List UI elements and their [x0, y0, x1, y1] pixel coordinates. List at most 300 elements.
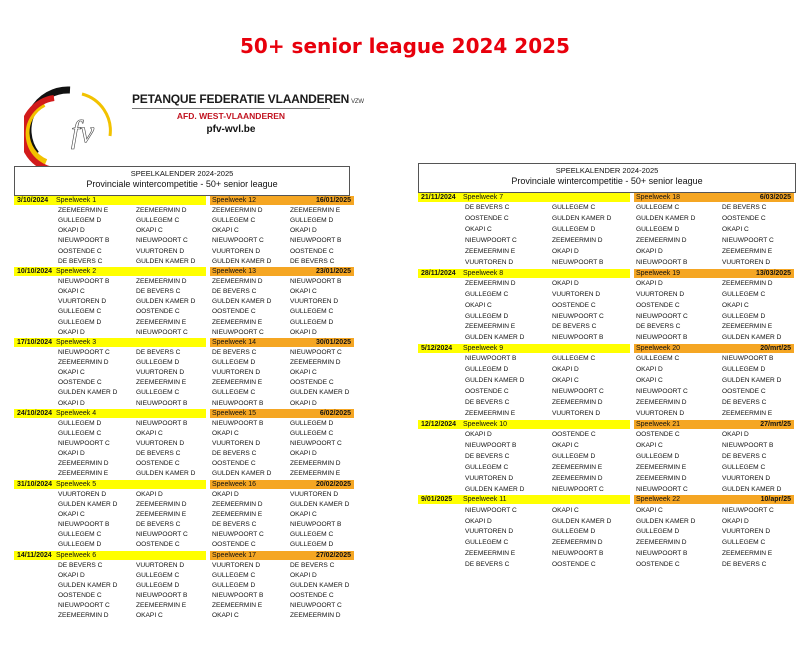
team-name: GULDEN KAMER D: [722, 485, 782, 493]
team-name: NIEUWPOORT C: [136, 237, 188, 245]
team-name: ZEEMEERMIN E: [722, 409, 773, 417]
team-name: GULLEGEM D: [552, 528, 596, 536]
team-name: GULLEGEM C: [290, 308, 334, 316]
week-date-return: 16/01/2025: [315, 197, 351, 204]
week-header: [418, 269, 794, 278]
team-name: NIEUWPOORT B: [290, 277, 342, 285]
team-name: GULDEN KAMER D: [552, 517, 612, 525]
team-name: NIEUWPOORT B: [636, 550, 688, 558]
team-name: GULLEGEM D: [552, 452, 596, 460]
week-label: Speelweek 10: [463, 420, 507, 428]
week-date: 10/10/2024: [17, 267, 53, 275]
team-name: ZEEMEERMIN D: [636, 539, 687, 547]
team-name: NIEUWPOORT B: [136, 591, 188, 599]
team-name: OKAPI C: [636, 441, 663, 449]
team-name: GULDEN KAMER D: [290, 500, 350, 508]
week-label: Speelweek 4: [56, 409, 97, 417]
week-date: 17/10/2024: [17, 338, 53, 346]
team-name: NIEUWPOORT C: [636, 388, 688, 396]
week-label-return: Speelweek 19: [636, 269, 680, 277]
team-name: NIEUWPOORT B: [58, 277, 110, 285]
team-name: ZEEMEERMIN D: [465, 279, 516, 287]
team-name: OOSTENDE C: [552, 431, 596, 438]
team-name: ZEEMEERMIN D: [722, 279, 773, 287]
team-name: DE BEVERS C: [58, 257, 103, 265]
team-name: ZEEMEERMIN D: [136, 277, 187, 285]
team-name: VUURTOREN D: [636, 290, 685, 298]
team-name: VUURTOREN D: [212, 369, 261, 377]
team-name: VUURTOREN D: [136, 247, 185, 255]
team-name: OKAPI D: [465, 517, 492, 525]
team-name: DE BEVERS C: [136, 348, 181, 356]
team-name: DE BEVERS C: [212, 348, 257, 356]
week-label-return: Speelweek 22: [636, 496, 680, 504]
team-name: GULDEN KAMER D: [136, 470, 196, 478]
team-name: OKAPI C: [212, 227, 239, 235]
week-date: 28/11/2024: [421, 269, 456, 277]
week-header: [418, 193, 794, 202]
team-name: NIEUWPOORT B: [58, 521, 110, 529]
team-name: OKAPI C: [212, 429, 239, 437]
team-name: OOSTENDE C: [212, 308, 256, 316]
team-name: GULLEGEM D: [212, 358, 256, 366]
org-name-text: PETANQUE FEDERATIE VLAANDEREN: [132, 92, 350, 106]
team-name: GULDEN KAMER D: [58, 500, 118, 508]
team-name: NIEUWPOORT C: [58, 348, 110, 356]
team-name: NIEUWPOORT B: [58, 237, 110, 245]
team-name: OKAPI D: [722, 517, 749, 525]
week-header: [14, 196, 354, 205]
team-name: ZEEMEERMIN D: [290, 358, 341, 366]
team-name: DE BEVERS C: [552, 323, 597, 331]
team-name: GULLEGEM C: [636, 355, 680, 363]
team-name: OOSTENDE C: [465, 215, 509, 223]
team-name: NIEUWPOORT B: [212, 419, 264, 427]
team-name: DE BEVERS C: [722, 204, 767, 212]
week-date-return: 13/03/2025: [755, 269, 791, 277]
team-name: NIEUWPOORT C: [136, 328, 188, 336]
team-name: OKAPI D: [552, 366, 579, 374]
team-name: GULLEGEM D: [552, 226, 596, 233]
team-name: GULDEN KAMER D: [58, 389, 118, 397]
team-name: VUURTOREN D: [465, 528, 514, 536]
team-name: VUURTOREN D: [212, 247, 261, 255]
team-name: ZEEMEERMIN E: [136, 510, 187, 518]
week-label-return: Speelweek 20: [636, 345, 680, 353]
team-name: GULLEGEM D: [290, 419, 334, 427]
team-name: OOSTENDE C: [58, 247, 102, 255]
team-name: DE BEVERS C: [136, 521, 181, 529]
team-name: NIEUWPOORT B: [465, 355, 517, 363]
team-name: VUURTOREN D: [58, 490, 107, 498]
team-name: OKAPI C: [136, 429, 163, 437]
team-name: VUURTOREN D: [212, 440, 261, 447]
week-date-return: 23/01/2025: [315, 267, 351, 275]
team-name: GULLEGEM D: [290, 541, 334, 549]
team-name: DE BEVERS C: [465, 399, 510, 406]
team-name: ZEEMEERMIN E: [58, 470, 109, 478]
week-date: 21/11/2024: [421, 194, 456, 201]
week-label-return: Speelweek 18: [636, 194, 680, 201]
team-name: NIEUWPOORT C: [465, 236, 517, 244]
team-name: GULLEGEM C: [722, 290, 766, 298]
team-name: GULLEGEM C: [465, 463, 509, 471]
team-name: NIEUWPOORT C: [552, 485, 604, 493]
team-name: ZEEMEERMIN D: [636, 399, 687, 406]
team-name: GULLEGEM C: [212, 389, 256, 397]
team-name: GULLEGEM D: [636, 528, 680, 536]
team-name: ZEEMEERMIN D: [58, 612, 109, 620]
team-name: VUURTOREN D: [290, 298, 339, 306]
team-name: GULLEGEM C: [722, 539, 766, 547]
team-name: OKAPI C: [290, 288, 317, 296]
team-name: OKAPI C: [465, 226, 492, 233]
team-name: OKAPI D: [136, 490, 163, 498]
pfv-logo-icon: [24, 84, 116, 176]
team-name: ZEEMEERMIN E: [212, 318, 263, 326]
week-header: [14, 551, 354, 560]
team-name: GULDEN KAMER D: [722, 377, 782, 385]
team-name: GULLEGEM D: [136, 358, 180, 366]
team-name: GULLEGEM C: [722, 463, 766, 471]
team-name: GULLEGEM C: [136, 389, 180, 397]
week-label-return: Speelweek 13: [212, 267, 256, 275]
team-name: NIEUWPOORT B: [212, 399, 264, 407]
team-name: GULLEGEM C: [552, 204, 596, 212]
team-name: ZEEMEERMIN D: [552, 236, 603, 244]
team-name: DE BEVERS C: [722, 399, 767, 406]
team-name: OOSTENDE C: [552, 561, 596, 569]
team-name: NIEUWPOORT C: [212, 237, 264, 245]
team-name: OKAPI C: [552, 377, 579, 385]
team-name: GULLEGEM C: [136, 217, 180, 225]
week-label: Speelweek 2: [56, 267, 97, 275]
team-name: NIEUWPOORT B: [722, 441, 774, 449]
week-date-return: 10/apr/25: [760, 496, 791, 504]
sheet-header-title: SPEELKALENDER 2024-2025: [555, 166, 659, 175]
team-name: DE BEVERS C: [290, 561, 335, 569]
week-date-return: 30/01/2025: [315, 338, 351, 346]
team-name: NIEUWPOORT B: [136, 419, 188, 427]
team-name: DE BEVERS C: [136, 450, 181, 458]
team-name: OOSTENDE C: [212, 541, 256, 549]
team-name: OKAPI D: [58, 227, 85, 235]
team-name: DE BEVERS C: [722, 452, 767, 460]
team-name: DE BEVERS C: [136, 288, 181, 296]
team-name: OKAPI D: [58, 571, 85, 579]
team-name: DE BEVERS C: [58, 561, 103, 569]
team-name: ZEEMEERMIN D: [136, 207, 187, 214]
team-name: GULLEGEM D: [465, 312, 509, 320]
team-name: OOSTENDE C: [290, 379, 334, 387]
team-name: ZEEMEERMIN D: [636, 474, 687, 482]
week-label: Speelweek 1: [56, 197, 97, 204]
week-date: 5/12/2024: [421, 345, 453, 353]
team-name: GULLEGEM D: [212, 581, 256, 589]
team-name: GULLEGEM D: [636, 452, 680, 460]
team-name: ZEEMEERMIN D: [552, 474, 603, 482]
team-name: DE BEVERS C: [212, 288, 257, 296]
team-name: GULDEN KAMER D: [465, 377, 525, 385]
team-name: GULLEGEM D: [465, 366, 509, 374]
team-name: GULLEGEM D: [636, 226, 680, 233]
week-header: [418, 344, 794, 353]
team-name: OOSTENDE C: [136, 308, 180, 316]
week-label-return: Speelweek 14: [212, 338, 256, 346]
org-name: [132, 92, 364, 106]
team-name: OOSTENDE C: [290, 247, 334, 255]
team-name: NIEUWPOORT C: [290, 602, 342, 610]
team-name: OOSTENDE C: [636, 301, 680, 309]
team-name: GULDEN KAMER D: [136, 257, 196, 265]
team-name: DE BEVERS C: [722, 561, 767, 569]
week-header: [418, 495, 794, 504]
team-name: OKAPI D: [636, 366, 663, 374]
team-name: GULLEGEM D: [136, 581, 180, 589]
team-name: OKAPI C: [58, 369, 85, 377]
org-suffix: VZW: [351, 99, 364, 105]
team-name: ZEEMEERMIN D: [636, 236, 687, 244]
team-name: ZEEMEERMIN E: [212, 379, 263, 387]
team-name: GULLEGEM D: [290, 217, 334, 225]
team-name: OKAPI C: [636, 377, 663, 385]
team-name: ZEEMEERMIN E: [722, 247, 773, 255]
team-name: ZEEMEERMIN E: [290, 470, 341, 478]
team-name: GULDEN KAMER D: [465, 485, 525, 493]
team-name: GULLEGEM C: [58, 531, 102, 539]
team-name: VUURTOREN D: [465, 474, 514, 482]
week-date-return: 27/02/2025: [315, 551, 351, 559]
week-label-return: Speelweek 21: [636, 420, 680, 428]
team-name: VUURTOREN D: [136, 440, 185, 447]
team-name: NIEUWPOORT C: [212, 328, 264, 336]
team-name: NIEUWPOORT B: [636, 258, 688, 266]
team-name: ZEEMEERMIN D: [212, 277, 263, 285]
week-date-return: 27/mrt/25: [760, 420, 791, 428]
team-name: OKAPI C: [290, 369, 317, 377]
week-header: [14, 480, 354, 489]
team-name: NIEUWPOORT B: [136, 399, 188, 407]
team-name: DE BEVERS C: [636, 323, 681, 331]
week-date: 3/10/2024: [17, 197, 49, 204]
week-date: 31/10/2024: [17, 480, 53, 488]
week-label: Speelweek 3: [56, 338, 97, 346]
week-header: [14, 409, 354, 418]
week-date: 24/10/2024: [17, 409, 53, 417]
team-name: NIEUWPOORT C: [552, 388, 604, 396]
team-name: VUURTOREN D: [212, 561, 261, 569]
team-name: NIEUWPOORT C: [465, 506, 517, 514]
team-name: OKAPI C: [722, 301, 749, 309]
team-name: ZEEMEERMIN E: [58, 207, 109, 214]
sheet-header-subtitle: Provinciale wintercompetitie - 50+ senior league: [86, 179, 278, 189]
team-name: GULLEGEM D: [58, 318, 102, 326]
team-name: GULDEN KAMER D: [722, 334, 782, 342]
week-date: 14/11/2024: [17, 551, 52, 559]
team-name: OKAPI C: [465, 301, 492, 309]
svg-text:fv: fv: [71, 113, 95, 149]
team-name: DE BEVERS C: [465, 204, 510, 212]
team-name: GULDEN KAMER D: [636, 517, 696, 525]
team-name: GULDEN KAMER D: [212, 257, 272, 265]
team-name: ZEEMEERMIN E: [290, 207, 341, 214]
org-divider: [132, 108, 330, 109]
team-name: NIEUWPOORT C: [722, 236, 774, 244]
team-name: OKAPI D: [552, 247, 579, 255]
team-name: OOSTENDE C: [636, 561, 680, 569]
week-date-return: 6/03/2025: [759, 194, 791, 201]
team-name: OOSTENDE C: [136, 460, 180, 468]
team-name: GULLEGEM D: [722, 312, 766, 320]
team-name: GULLEGEM C: [290, 531, 334, 539]
team-name: NIEUWPOORT C: [136, 531, 188, 539]
team-name: ZEEMEERMIN D: [552, 399, 603, 406]
team-name: OKAPI C: [552, 506, 579, 514]
team-name: NIEUWPOORT B: [552, 258, 604, 266]
team-name: NIEUWPOORT B: [722, 355, 774, 363]
team-name: VUURTOREN D: [722, 528, 771, 536]
team-name: GULDEN KAMER D: [212, 470, 272, 478]
team-name: ZEEMEERMIN E: [136, 318, 187, 326]
team-name: OKAPI D: [465, 431, 492, 438]
team-name: ZEEMEERMIN E: [722, 323, 773, 331]
team-name: GULDEN KAMER D: [465, 334, 525, 342]
team-name: ZEEMEERMIN D: [552, 539, 603, 547]
team-name: GULLEGEM C: [58, 429, 102, 437]
team-name: GULLEGEM D: [58, 541, 102, 549]
team-name: GULDEN KAMER D: [552, 215, 612, 223]
team-name: NIEUWPOORT B: [552, 550, 604, 558]
team-name: NIEUWPOORT C: [58, 440, 110, 447]
team-name: OOSTENDE C: [722, 215, 766, 223]
week-label: Speelweek 9: [463, 345, 504, 353]
week-date-return: 20/mrt/25: [760, 345, 791, 353]
week-label-return: Speelweek 15: [212, 409, 256, 417]
team-name: DE BEVERS C: [212, 521, 257, 529]
week-header: [14, 338, 354, 347]
team-name: ZEEMEERMIN D: [290, 612, 341, 620]
team-name: NIEUWPOORT B: [290, 521, 342, 529]
team-name: ZEEMEERMIN E: [136, 602, 187, 610]
team-name: GULLEGEM C: [212, 217, 256, 225]
team-name: ZEEMEERMIN D: [136, 500, 187, 508]
team-name: ZEEMEERMIN E: [636, 463, 687, 471]
team-name: ZEEMEERMIN E: [552, 463, 603, 471]
team-name: OKAPI D: [636, 279, 663, 287]
team-name: GULDEN KAMER D: [58, 581, 118, 589]
week-header: [418, 420, 794, 429]
team-name: GULDEN KAMER D: [290, 581, 350, 589]
team-name: OOSTENDE C: [58, 379, 102, 387]
week-label-return: Speelweek 17: [212, 551, 256, 559]
team-name: NIEUWPOORT B: [552, 334, 604, 342]
week-label: Speelweek 11: [463, 496, 507, 504]
team-name: VUURTOREN D: [722, 258, 771, 266]
team-name: VUURTOREN D: [552, 409, 601, 417]
team-name: ZEEMEERMIN E: [212, 510, 263, 518]
team-name: NIEUWPOORT C: [636, 312, 688, 320]
team-name: GULLEGEM D: [290, 318, 334, 326]
team-name: OKAPI D: [722, 431, 749, 438]
team-name: GULDEN KAMER D: [136, 298, 196, 306]
team-name: OKAPI D: [58, 399, 85, 407]
team-name: NIEUWPOORT C: [212, 531, 264, 539]
sheet-header-title: SPEELKALENDER 2024-2025: [130, 169, 234, 178]
team-name: OKAPI C: [636, 506, 663, 514]
team-name: VUURTOREN D: [58, 298, 107, 306]
page-title: 50+ senior league 2024 2025: [240, 34, 570, 58]
team-name: NIEUWPOORT B: [212, 591, 264, 599]
team-name: OOSTENDE C: [552, 301, 596, 309]
team-name: DE BEVERS C: [290, 257, 335, 265]
team-name: GULDEN KAMER D: [212, 298, 272, 306]
team-name: ZEEMEERMIN D: [58, 358, 109, 366]
team-name: OKAPI D: [58, 450, 85, 458]
team-name: GULLEGEM D: [58, 217, 102, 225]
team-name: VUURTOREN D: [636, 409, 685, 417]
team-name: ZEEMEERMIN E: [722, 550, 773, 558]
week-label: Speelweek 5: [56, 480, 97, 488]
team-name: GULLEGEM C: [58, 308, 102, 316]
week-label: Speelweek 7: [463, 194, 504, 201]
team-name: ZEEMEERMIN E: [136, 379, 187, 387]
team-name: NIEUWPOORT B: [290, 237, 342, 245]
org-dept: AFD. WEST-VLAANDEREN: [176, 111, 286, 121]
team-name: OOSTENDE C: [290, 591, 334, 599]
team-name: OKAPI D: [290, 328, 317, 336]
team-name: NIEUWPOORT C: [58, 602, 110, 610]
team-name: VUURTOREN D: [552, 290, 601, 298]
week-date-return: 6/02/2025: [319, 409, 351, 417]
team-name: OOSTENDE C: [58, 591, 102, 599]
team-name: OKAPI C: [722, 226, 749, 233]
team-name: OKAPI C: [290, 510, 317, 518]
team-name: DE BEVERS C: [465, 561, 510, 569]
week-header: [14, 267, 354, 276]
org-block: [132, 92, 364, 135]
team-name: ZEEMEERMIN E: [212, 602, 263, 610]
team-name: DE BEVERS C: [212, 450, 257, 458]
team-name: OOSTENDE C: [636, 431, 680, 438]
team-name: OOSTENDE C: [136, 541, 180, 549]
team-name: VUURTOREN D: [722, 474, 771, 482]
week-date-return: 20/02/2025: [315, 480, 351, 488]
team-name: NIEUWPOORT C: [552, 312, 604, 320]
team-name: ZEEMEERMIN D: [290, 460, 341, 468]
team-name: ZEEMEERMIN D: [212, 207, 263, 214]
team-name: GULLEGEM C: [212, 571, 256, 579]
team-name: GULLEGEM C: [465, 539, 509, 547]
team-name: GULLEGEM C: [290, 429, 334, 437]
team-name: GULDEN KAMER D: [636, 215, 696, 223]
team-name: NIEUWPOORT C: [722, 506, 774, 514]
team-name: GULLEGEM C: [465, 290, 509, 298]
week-label-return: Speelweek 12: [212, 197, 256, 204]
week-date: 9/01/2025: [421, 496, 453, 504]
org-website: pfv-wvl.be: [206, 124, 256, 135]
team-name: OOSTENDE C: [722, 388, 766, 396]
team-name: ZEEMEERMIN E: [465, 409, 516, 417]
team-name: NIEUWPOORT C: [290, 348, 342, 356]
team-name: GULLEGEM D: [58, 419, 102, 427]
team-name: OKAPI D: [290, 571, 317, 579]
team-name: OKAPI D: [290, 227, 317, 235]
team-name: VUURTOREN D: [136, 561, 185, 569]
week-label: Speelweek 8: [463, 269, 504, 277]
team-name: OKAPI D: [552, 279, 579, 287]
team-name: OKAPI D: [636, 247, 663, 255]
team-name: ZEEMEERMIN E: [465, 323, 516, 331]
